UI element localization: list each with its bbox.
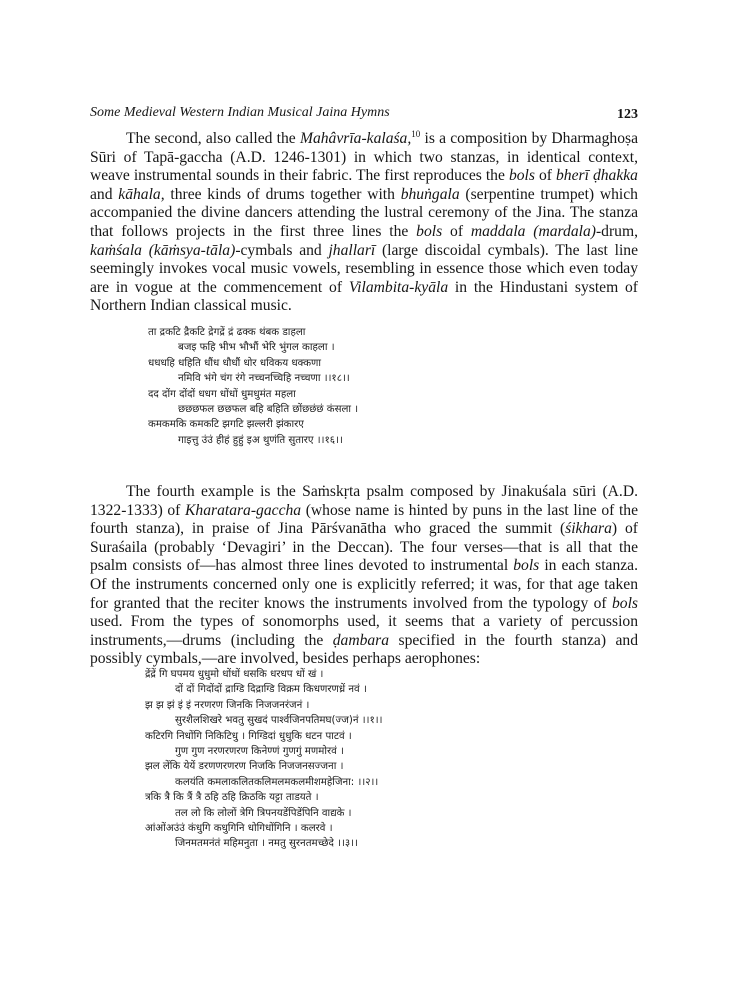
verse-line: दों दों गिदोंदों द्राग्डि दिद्राग्डि विक्रम किधणरणध्रें नवं । — [175, 684, 367, 696]
verse-line: गाइत्तु उंउं हीहं हुहुं इअ थुणंति सुतारए ।।१६।। — [178, 434, 343, 446]
text-run: is a composition by Dharmaghoṣa Sūri of Tapā-gaccha (A.D. 1246-1301) in which two stanzas, in identical context, weave instrumental sounds in their fabric. The first reproduces the — [90, 130, 638, 185]
italic-term: kāhala, — [118, 185, 165, 203]
text-run: specified in the fourth stanza) and possibly cymbals,—are involved, besides perhaps aerophones: — [90, 631, 638, 668]
verse-line: कलयंति कमलाकलितकलिमलमकलमीशमहेजिना: ।।२।। — [175, 776, 379, 788]
verse-line: कटिरगि निधोंगि निकिटिधु । गिग्डिदां धुधुकि धटन पाटवं । — [145, 730, 352, 742]
verse-line: दद दोंग दोंदों धधग धोंधों धुमधुमंत महला — [148, 388, 296, 400]
text-run: (whose name is hinted by puns in the last line of the fourth stanza), in praise of Jina Pārśvanātha who graced the summit ( — [90, 501, 638, 538]
verse-line: जिनमतमनंतं महिमनुता । नमतु सुरनतमच्छेदे ।।३।। — [175, 838, 358, 850]
italic-term: kaṁśala (kāṁsya-tāla) — [90, 241, 236, 259]
text-run: (serpentine trumpet) which accompanied the divine dancers attending the lustral ceremony of the Jina. The stanza that follows projects in the first three lines the — [90, 185, 638, 240]
italic-term: bherī ḍhakka — [556, 167, 638, 185]
italic-term: bols — [612, 594, 638, 612]
italic-term: bols — [513, 557, 540, 575]
text-run: of — [442, 222, 471, 240]
text-run: -cymbals and — [235, 241, 329, 259]
paragraph-mahavira-kalasa — [90, 130, 638, 316]
italic-term: ḍambara — [332, 631, 390, 649]
verse-line: त्रकि त्रै कि त्रैं त्रै ठहि ठहि क्रिठकि यट्टा ताडयते । — [145, 792, 319, 804]
italic-term: śikhara — [565, 520, 612, 538]
verse-line: तल लो कि लोलों त्रेगि त्रिपनयडेंपिडेंपिनि वाद्यके । — [175, 807, 352, 819]
verse-line: झल लेंकि येयें डरणणरणरण निजकि निजजनसज्जना । — [145, 761, 344, 773]
verse-line: द्रेंद्रें गि घपमय धुधुमो धोंधों धसकि धरधप धों खं । — [145, 669, 324, 680]
italic-term: Mahâvrīa-kalaśa, — [299, 130, 412, 147]
text-run: ) of Suraśaila (probably ‘Devagiri’ in the Deccan). The four verses—that is all that the psalm consists of—has almost three lines devoted to instrumental — [90, 520, 638, 575]
verse-line: ता द्रकटि द्रैकटि द्रेगद्रें द्रं ढक्क थंबक डाहला — [148, 327, 306, 338]
verse-line: आंओंअउंउं कंधुगि कधुगिनि धोगिधोंगिनि । कलरवे । — [145, 823, 333, 835]
text-run: and — [90, 185, 119, 203]
text-run: used. From the types of sonomorphs used, it seems that a variety of percussion instruments,—drums (including the — [90, 613, 638, 649]
text-run: in the Hindustani system of Northern Indian classical music. — [90, 278, 638, 315]
italic-term: bols — [416, 222, 443, 240]
devanagari-stanza-dharmaghosa — [148, 325, 358, 448]
running-header — [90, 104, 638, 122]
verse-line: झ झ झं इं इं नरणरण जिनकि निजजनरंजनं । — [145, 699, 310, 711]
verse-line: छछछफल छछफल बहि बहिति छोंछछंछं कंसला । — [178, 404, 359, 416]
text-run: in each stanza. Of the instruments concerned only one is explicitly referred; it was, for that age taken for granted that the reciter knows the instruments involved from the typology of — [90, 557, 638, 612]
verse-line: कमकमकि कमकटि झगटि झल्लरी झंकारए — [148, 419, 304, 431]
footnote-marker: 10 — [411, 128, 421, 139]
devanagari-stanza-jinakusala — [145, 667, 383, 852]
paragraph-jinakusala-psalm — [90, 483, 638, 669]
text-run: three kinds of drums together with — [164, 185, 401, 203]
text-run: The second, also called the — [126, 130, 300, 147]
page-number: 123 — [617, 107, 638, 122]
verse-line: धधधहि धहिति धौंध धौधौं धोर धविकय धक्कणा — [148, 357, 322, 369]
italic-term: jhallarī — [328, 241, 376, 259]
verse-line: बजइ फहि भीभ भौभौं भेरि भुंगल काहला । — [178, 342, 335, 354]
text-run: -drum, — [595, 222, 638, 240]
text-run: (large discoidal cymbals). The last line seemingly invokes vocal music vowels, resembling in essence those which even today are in vogue at the commencement of — [90, 241, 638, 296]
verse-line: सुरशैलशिखरे भवतु सुखदं पार्श्वजिनपतिमघ(ज्ज)नं ।।१।। — [175, 715, 383, 727]
italic-term: bhuṅgala — [400, 185, 460, 203]
italic-term: maddala (mardala) — [470, 222, 596, 240]
verse-line: नमिवि भंगे चंग रंगे नच्चनच्चिहि नच्चणा ।।१८।। — [178, 373, 350, 385]
running-title: Some Medieval Western Indian Musical Jaina Hymns — [90, 105, 390, 120]
text-run: of — [534, 167, 556, 185]
italic-term: Kharatara-gaccha — [185, 501, 302, 519]
verse-line: गुण गुण नरणरणरण किनेण्णं गुणगुं मणमोरवं । — [175, 746, 344, 758]
italic-term: bols — [508, 167, 535, 185]
italic-term: Vilambita-kyāla — [348, 278, 449, 296]
text-run: The fourth example is the Saṁskṛta psalm composed by Jinakuśala sūri (A.D. 1322-1333) of — [90, 483, 638, 519]
